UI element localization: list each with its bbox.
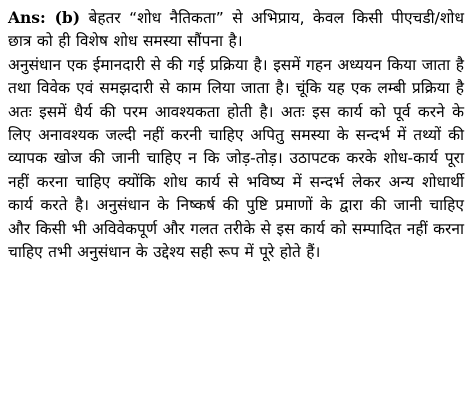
answer-second-paragraph: अनुसंधान एक ईमानदारी से की गई प्रक्रिया है। इसमें गहन अध्ययन किया जाता है तथा विवेक एवं समझदारी से काम लिया जाता है। चूंकि यह एक लम्बी प्रक्रिया है अतः इसमें धैर्य की परम आवश्यकता होती है। अतः इस कार्य को पूर्व करने के लिए अनावश्यक जल्दी नहीं करनी चाहिए अपितु समस्या के सन्दर्भ में तथ्यों की व्यापक खोज की जानी चाहिए न कि जोड़-तोड़। उठापटक करके शोध-कार्य पूरा नहीं करना चाहिए क्योंकि शोध कार्य से भविष्य में सन्दर्भ लेकर अन्य शोधार्थी कार्य करते है। अनुसंधान के निष्कर्ष की पुष्टि प्रमाणों के द्वारा की जानी चाहिए और किसी भी अविवेकपूर्ण और गलत तरीके से इस कार्य को सम्पादित नहीं करना चाहिए तभी अनुसंधान के उद्देश्य सही रूप में पूरे होते हैं।: [8, 55, 464, 262]
answer-explanation: [8, 6, 464, 264]
answer-label: Ans: (b): [8, 8, 81, 27]
answer-first-paragraph: [8, 6, 464, 54]
answer-first-paragraph-text: बेहतर “शोध नैतिकता” से अभिप्राय, केवल किसी पीएचडी/शोध छात्र को ही विशेष शोध समस्या सौंपना है।: [8, 9, 464, 51]
